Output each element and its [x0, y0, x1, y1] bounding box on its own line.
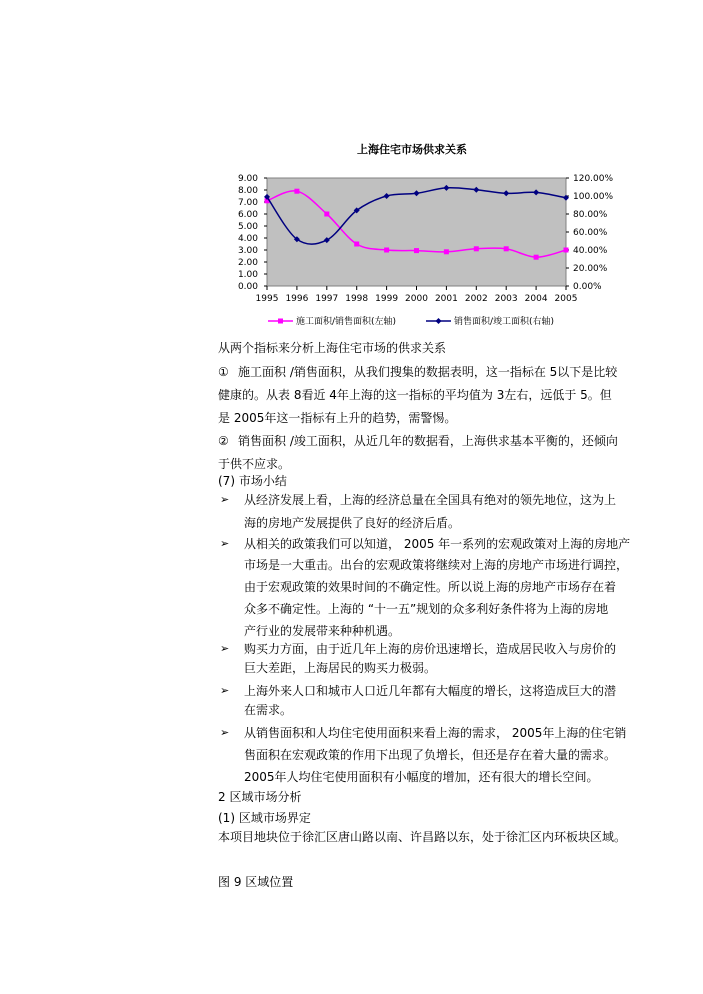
data-point-construction-sales [354, 242, 359, 247]
point-1-line-2: 健康的。从表 8看近 4年上海的这一指标的平均值为 3左右，远低于 5。但 [218, 388, 612, 402]
x-axis-tick-label: 1998 [345, 294, 369, 304]
bullet-2-line-5: 产行业的发展带来种种机遇。 [244, 624, 401, 638]
x-axis-tick-label: 2003 [494, 294, 518, 304]
point-1-text: 施工面积 /销售面积，从我们搜集的数据表明，这一指标在 5以下是比较 [238, 365, 618, 379]
point-2-text: 销售面积 /竣工面积，从近几年的数据看，上海供求基本平衡的，还倾向 [238, 434, 618, 448]
x-axis-tick-label: 1995 [255, 294, 279, 304]
right-axis-tick-label: 120.00% [573, 174, 614, 184]
bullet-arrow-icon: ➢ [220, 493, 230, 506]
data-point-construction-sales [294, 189, 299, 194]
point-2-number: ② [218, 434, 229, 448]
point-1-number: ① [218, 365, 229, 379]
right-axis-tick-label: 80.00% [573, 210, 608, 220]
point-1-line-3: 是 2005年这一指标有上升的趋势，需警惕。 [218, 411, 457, 425]
x-axis-tick-label: 1996 [285, 294, 309, 304]
left-axis-tick-label: 2.00 [237, 258, 258, 268]
right-axis-tick-label: 100.00% [573, 192, 614, 202]
legend-marker-diamond [436, 318, 442, 324]
bullet-1-line-2: 海的房地产发展提供了良好的经济后盾。 [244, 516, 461, 530]
x-axis-tick-label: 1999 [375, 294, 399, 304]
bullet-3-line-2: 巨大差距，上海居民的购买力极弱。 [244, 661, 437, 675]
location-description: 本项目地块位于徐汇区唐山路以南、许昌路以东，处于徐汇区内环板块区域。 [218, 830, 627, 844]
left-axis-tick-label: 8.00 [237, 186, 258, 196]
bullet-1-line-1: 从经济发展上看，上海的经济总量在全国具有绝对的领先地位，这为上 [244, 493, 617, 507]
left-axis-tick-label: 4.00 [237, 234, 258, 244]
left-axis-tick-label: 7.00 [237, 198, 258, 208]
right-axis-tick-label: 60.00% [573, 228, 608, 238]
legend-label-sales-completion: 销售面积/竣工面积(右轴) [454, 317, 555, 327]
left-axis-tick-label: 1.00 [237, 270, 258, 280]
x-axis-tick-label: 2005 [554, 294, 578, 304]
data-point-construction-sales [444, 249, 449, 254]
x-axis-tick-label: 2002 [464, 294, 488, 304]
point-1-line-1 [218, 364, 617, 380]
section-2-1-heading: (1) 区域市场界定 [218, 811, 311, 825]
legend-marker-square [278, 319, 283, 324]
bullet-2-line-1: 从相关的政策我们可以知道， 2005 年一系列的宏观政策对上海的房地产 [244, 537, 631, 551]
x-axis-tick-label: 2000 [405, 294, 428, 304]
data-point-construction-sales [414, 248, 419, 253]
figure-caption: 图 9 区域位置 [218, 875, 294, 889]
data-point-construction-sales [534, 255, 539, 260]
point-2-line-1 [218, 433, 618, 449]
section-7-heading: (7) 市场小结 [218, 474, 287, 488]
bullet-2-line-4: 众多不确定性。上海的 “十一五”规划的众多利好条件将为上海的房地 [244, 602, 609, 616]
data-point-construction-sales [384, 248, 389, 253]
bullet-5-line-1: 从销售面积和人均住宅使用面积来看上海的需求， 2005年上海的住宅销 [244, 726, 627, 740]
left-axis-tick-label: 6.00 [237, 210, 258, 220]
left-axis-tick-label: 3.00 [237, 246, 258, 256]
legend-label-construction-sales: 施工面积/销售面积(左轴) [296, 317, 397, 327]
right-axis-tick-label: 20.00% [573, 264, 608, 274]
x-axis-tick-label: 1997 [315, 294, 339, 304]
left-axis-tick-label: 0.00 [237, 282, 258, 292]
left-axis-tick-label: 5.00 [237, 222, 258, 232]
bullet-arrow-icon: ➢ [220, 684, 230, 697]
bullet-5-line-3: 2005年人均住宅使用面积有小幅度的增加，还有很大的增长空间。 [244, 770, 599, 784]
section-2-heading: 2 区域市场分析 [218, 790, 302, 804]
bullet-4-line-1: 上海外来人口和城市人口近几年都有大幅度的增长，这将造成巨大的潜 [244, 684, 617, 698]
x-axis-tick-label: 2004 [524, 294, 548, 304]
bullet-arrow-icon: ➢ [220, 537, 230, 550]
supply-demand-chart [0, 0, 703, 340]
right-axis-tick-label: 40.00% [573, 246, 608, 256]
data-point-construction-sales [564, 248, 569, 253]
data-point-construction-sales [324, 212, 329, 217]
x-axis-tick-label: 2001 [434, 294, 458, 304]
bullet-5-line-2: 售面积在宏观政策的作用下出现了负增长，但还是存在着大量的需求。 [244, 748, 617, 762]
data-point-construction-sales [504, 246, 509, 251]
right-axis-tick-label: 0.00% [573, 282, 602, 292]
chart-title: 上海住宅市场供求关系 [357, 143, 467, 156]
bullet-2-line-3: 由于宏观政策的效果时间的不确定性。所以说上海的房地产市场存在着 [244, 580, 617, 594]
left-axis-tick-label: 9.00 [237, 174, 258, 184]
data-point-construction-sales [474, 246, 479, 251]
bullet-arrow-icon: ➢ [220, 726, 230, 739]
bullet-arrow-icon: ➢ [220, 642, 230, 655]
point-2-line-2: 于供不应求。 [218, 457, 291, 471]
analysis-intro: 从两个指标来分析上海住宅市场的供求关系 [218, 341, 447, 355]
bullet-4-line-2: 在需求。 [244, 703, 293, 717]
bullet-3-line-1: 购买力方面，由于近几年上海的房价迅速增长，造成居民收入与房价的 [244, 642, 617, 656]
bullet-2-line-2: 市场是一大重击。出台的宏观政策将继续对上海的房地产市场进行调控， [244, 558, 629, 572]
